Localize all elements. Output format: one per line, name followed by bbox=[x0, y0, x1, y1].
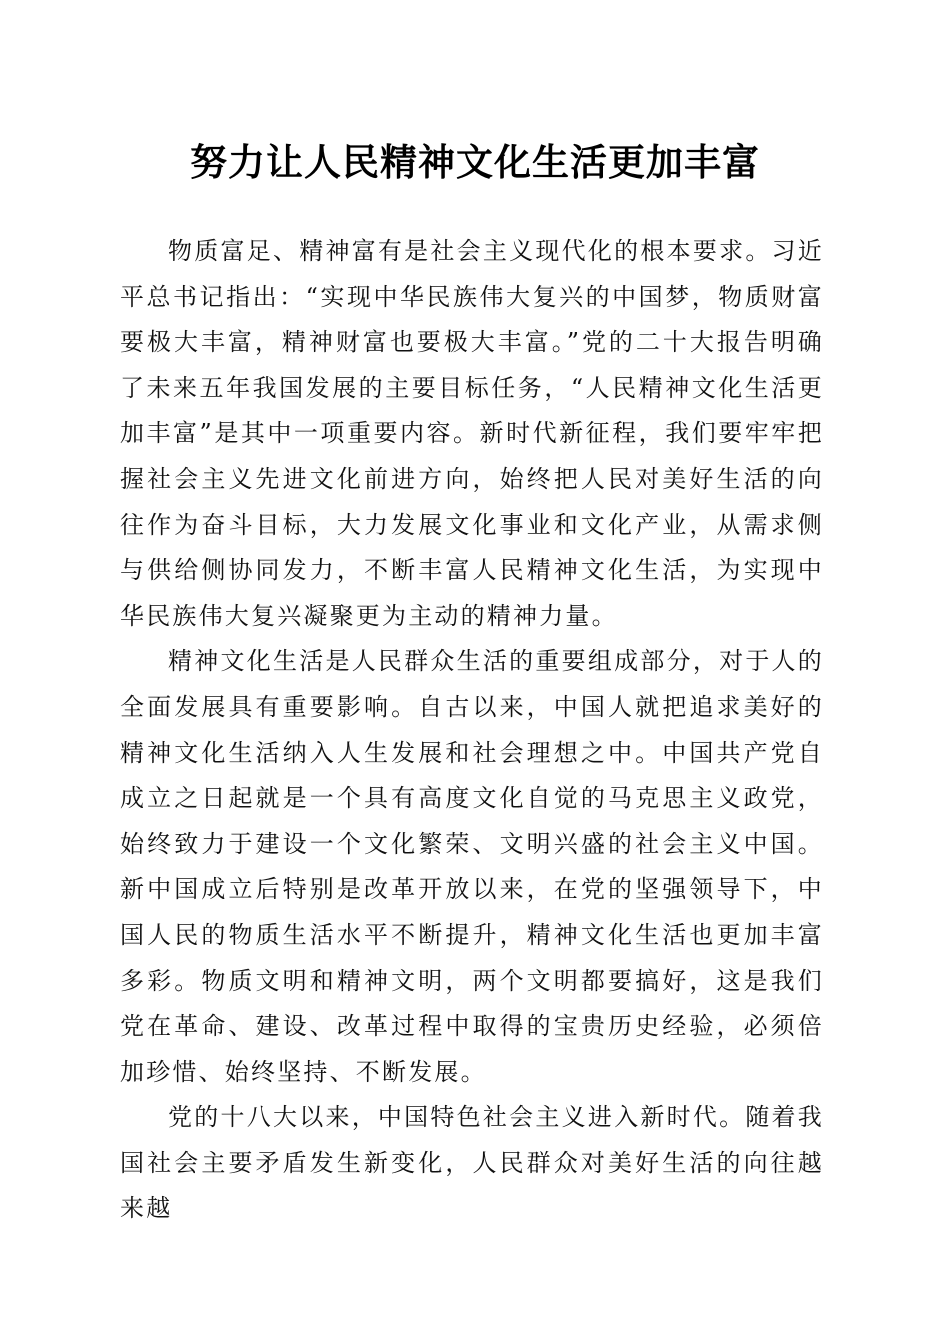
paragraph: 党的十八大以来，中国特色社会主义进入新时代。随着我国社会主要矛盾发生新变化，人民群众对美好生活的向往越来越 bbox=[120, 1103, 824, 1223]
paragraph: 物质富足、精神富有是社会主义现代化的根本要求。习近平总书记指出：“实现中华民族伟大复兴的中国梦，物质财富要极大丰富，精神财富也要极大丰富。”党的二十大报告明确了未来五年我国发展的主要目标任务，“人民精神文化生活更加丰富”是其中一项重要内容。新时代新征程，我们要牢牢把握社会主义先进文化前进方向，始终把人民对美好生活的向往作为奋斗目标，大力发展文化事业和文化产业，从需求侧与供给侧协同发力，不断丰富人民精神文化生活，为实现中华民族伟大复兴凝聚更为主动的精神力量。 bbox=[120, 237, 824, 630]
document-title: 努力让人民精神文化生活更加丰富 bbox=[190, 140, 760, 184]
paragraph: 精神文化生活是人民群众生活的重要组成部分，对于人的全面发展具有重要影响。自古以来，中国人就把追求美好的精神文化生活纳入人生发展和社会理想之中。中国共产党自成立之日起就是一个具有高度文化自觉的马克思主义政党，始终致力于建设一个文化繁荣、文明兴盛的社会主义中国。新中国成立后特别是改革开放以来，在党的坚强领导下，中国人民的物质生活水平不断提升，精神文化生活也更加丰富多彩。物质文明和精神文明，两个文明都要搞好，这是我们党在革命、建设、改革过程中取得的宝贵历史经验，必须倍加珍惜、始终坚持、不断发展。 bbox=[120, 647, 824, 1086]
document-body bbox=[120, 229, 824, 1232]
